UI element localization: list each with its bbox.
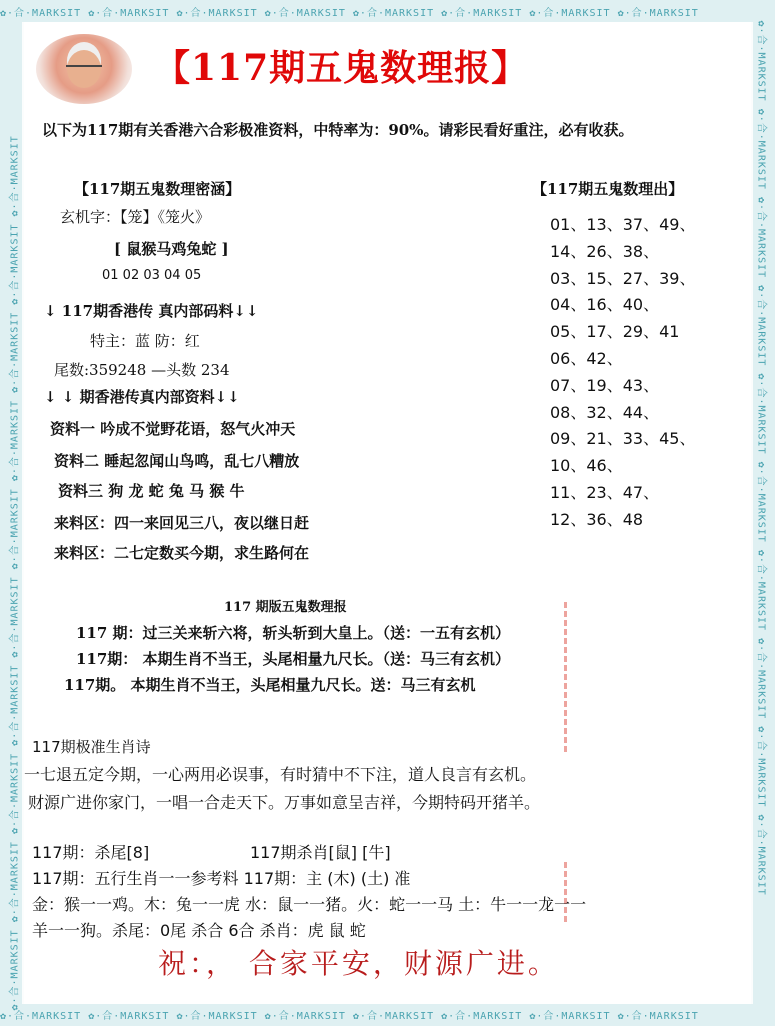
number-row: 11、23、47、 <box>550 482 660 502</box>
special-line: 特主：蓝 防：红 <box>90 332 200 350</box>
watermark-left: ✿·合·MARKSIT ✿·合·MARKSIT ✿·合·MARKSIT ✿·合·MARKSIT ✿·合·MARKSIT ✿·合·MARKSIT ✿·合·MARKSIT ✿·合·MARKSIT ✿·合·MARKSIT ✿·合·MARKSIT <box>9 135 21 1011</box>
number-row: 10、46、 <box>550 456 623 476</box>
source-1: 来料区：四一来回见三八，夜以继日赶 <box>54 514 310 532</box>
animal-numbers: 01 02 03 04 05 <box>102 268 202 283</box>
elements-line-1: 金：猴一一鸡。木：兔一一虎 水：鼠一一猪。火：蛇一一马 土：牛一一龙一一 <box>32 895 587 914</box>
number-row: 12、36、48 <box>550 509 644 529</box>
data-2: 资料二 睡起忽闻山鸟鸣，乱七八糟放 <box>54 452 300 470</box>
number-row: 09、21、33、45、 <box>550 429 696 449</box>
number-list <box>550 212 695 534</box>
xuanji-line: 玄机字：【笼】《笼火》 <box>60 208 211 226</box>
intro-text: 以下为117期有关香港六合彩极准资料，中特率为：90%。请彩民看好重注，必有收获。 <box>42 121 634 139</box>
poem-header: 117期极准生肖诗 <box>32 738 151 756</box>
meaning-header: 【117期五鬼数理密涵】 <box>74 180 241 198</box>
output-header: 【117期五鬼数理出】 <box>532 180 684 198</box>
data-1: 资料一 吟成不觉野花语，怒气火冲天 <box>50 420 296 438</box>
data-3: 资料三 狗 龙 蛇 兔 马 猴 牛 <box>58 482 245 500</box>
animals-line: [ 鼠猴马鸡兔蛇 ] <box>114 240 229 258</box>
tail-line: 尾数:359248 —头数 234 <box>54 361 230 379</box>
poem-line-1: 一七退五定今期，一心两用必误事，有时猜中不下注，道人良言有玄机。 <box>24 765 537 784</box>
number-row: 03、15、27、39、 <box>550 268 696 288</box>
mid-line-3: 117期。 本期生肖不当王，头尾相量九尺长。送：马三有玄机 <box>64 676 476 694</box>
page-title: 【117期五鬼数理报】 <box>154 47 529 89</box>
source-2: 来料区：二七定数买今期，求生路何在 <box>54 544 310 562</box>
mid-line-1: 117 期：过三关来斩六将，斩头斩到大皇上。（送：一五有玄机） <box>76 624 511 642</box>
number-row: 05、17、29、41 <box>550 322 680 342</box>
wuxing-line: 117期：五行生肖一一参考料 117期：主 (木) (土) 准 <box>32 869 411 888</box>
kill-zodiac: 117期杀肖[鼠] [牛] <box>250 843 391 862</box>
elements-line-2: 羊一一狗。杀尾：0尾 杀合 6合 杀肖：虎 鼠 蛇 <box>32 921 366 940</box>
watermark-top: ✿·合·MARKSIT ✿·合·MARKSIT ✿·合·MARKSIT ✿·合·MARKSIT ✿·合·MARKSIT ✿·合·MARKSIT ✿·合·MARKSIT ✿·合·MARKSIT <box>0 8 699 19</box>
kill-tail: 117期：杀尾[8] <box>32 843 150 862</box>
number-row: 07、19、43、 <box>550 375 660 395</box>
number-row: 06、42、 <box>550 348 623 368</box>
hk-header: ↓ 117期香港传 真内部码料↓↓ <box>44 302 259 320</box>
content-area <box>24 22 751 1004</box>
blessing-text: 祝：， 合家平安，财源广进。 <box>158 947 559 980</box>
number-row: 14、26、38、 <box>550 241 660 261</box>
avatar <box>36 34 132 104</box>
hk-header-2: ↓ ↓ 期香港传真内部资料↓↓ <box>44 388 240 406</box>
watermark-right: ✿·合·MARKSIT ✿·合·MARKSIT ✿·合·MARKSIT ✿·合·MARKSIT ✿·合·MARKSIT ✿·合·MARKSIT ✿·合·MARKSIT ✿·合·MARKSIT ✿·合·MARKSIT ✿·合·MARKSIT <box>755 20 767 896</box>
number-row: 04、16、40、 <box>550 295 660 315</box>
mid-line-2: 117期： 本期生肖不当王，头尾相量九尺长。（送：马三有玄机） <box>76 650 511 668</box>
watermark-bottom: ✿·合·MARKSIT ✿·合·MARKSIT ✿·合·MARKSIT ✿·合·MARKSIT ✿·合·MARKSIT ✿·合·MARKSIT ✿·合·MARKSIT ✿·合·MARKSIT <box>0 1011 699 1022</box>
glasses-icon <box>66 65 102 73</box>
poem-line-2: 财源广进你家门，一唱一合走天下。万事如意呈吉祥，今期特码开猪羊。 <box>28 793 541 812</box>
red-stamp-mark <box>564 602 597 752</box>
mid-header: 117 期版五鬼数理报 <box>224 600 347 615</box>
number-row: 08、32、44、 <box>550 402 660 422</box>
number-row: 01、13、37、49、 <box>550 215 696 234</box>
